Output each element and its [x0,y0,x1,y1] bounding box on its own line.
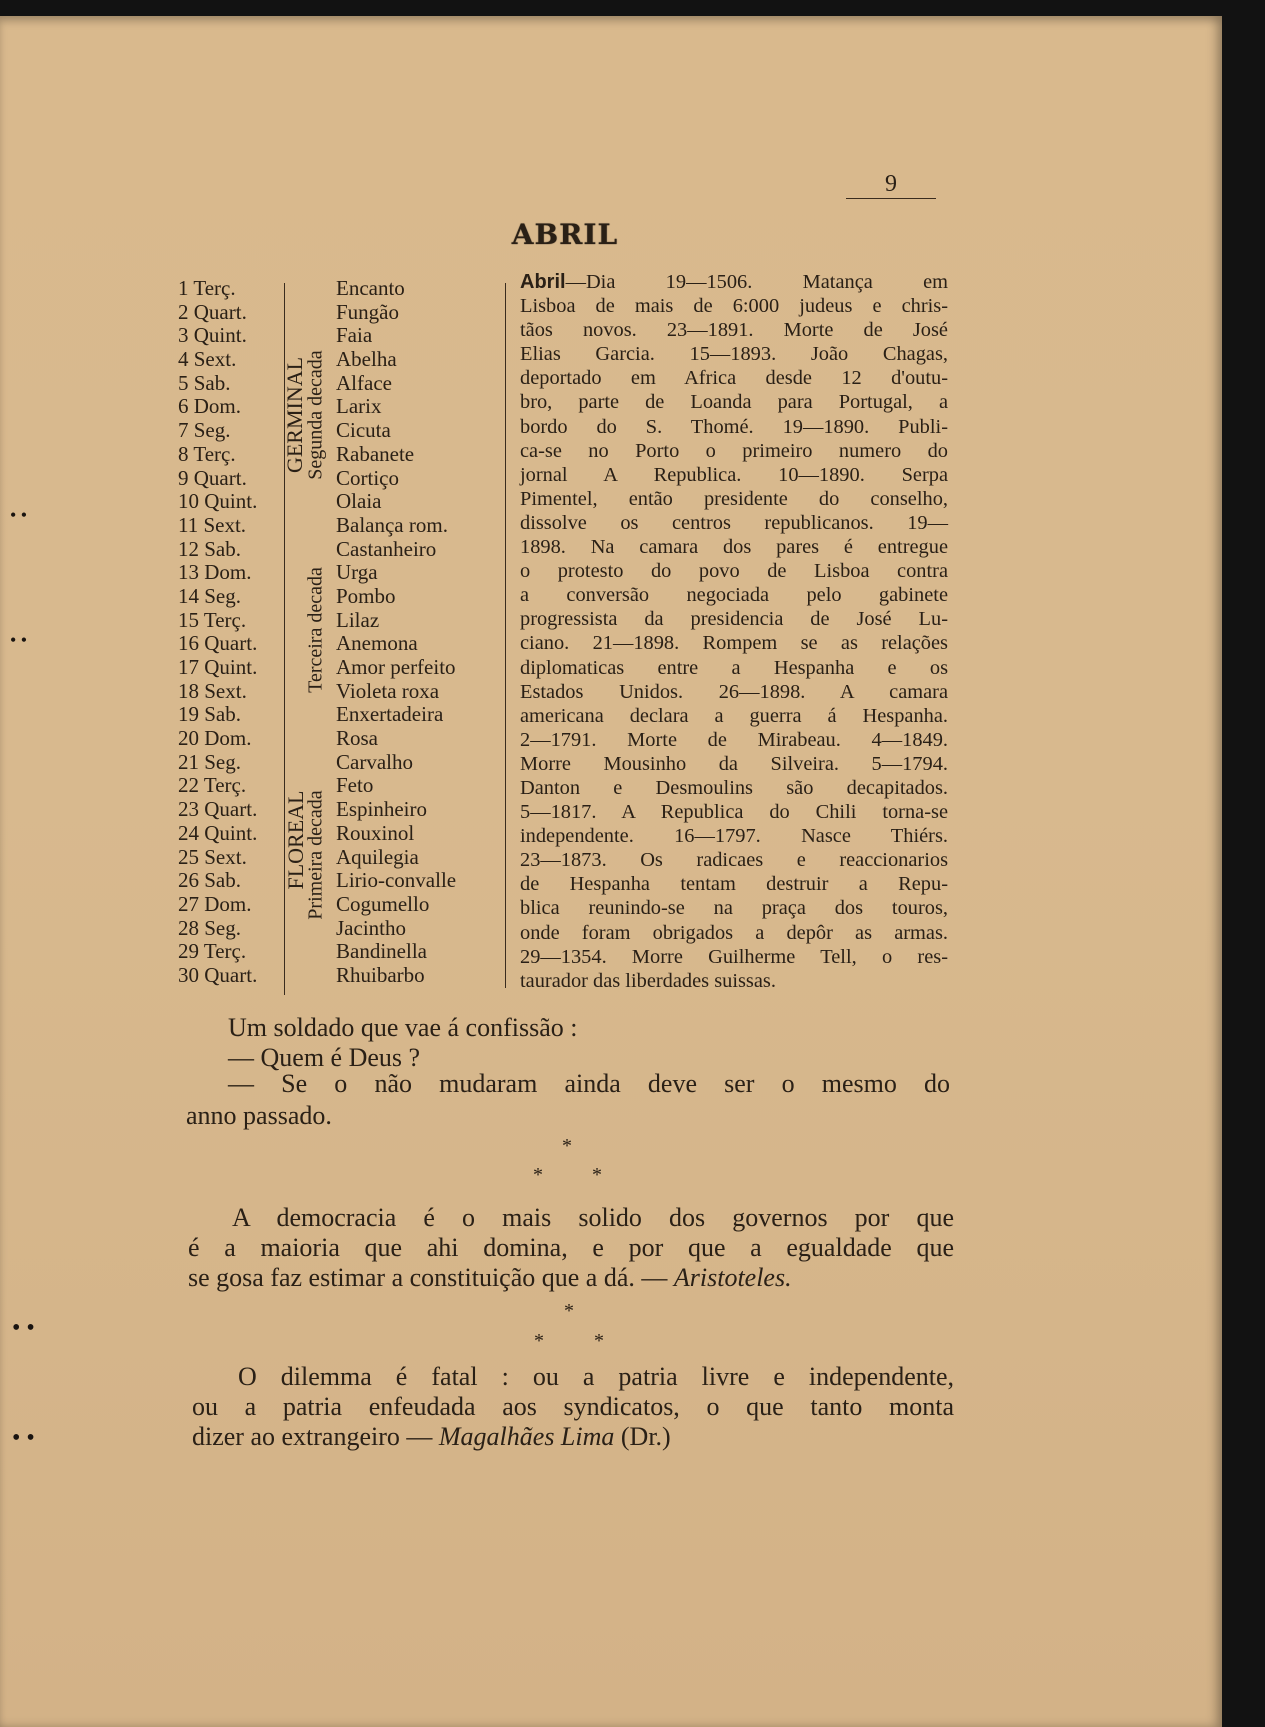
calendar-plant: Rouxinol [336,820,415,845]
event-line: 23—1873. Os radicaes e reaccionarios [520,849,948,872]
decade-label-terceira: Terceira decada [304,567,327,693]
binding-mark: • • [12,1425,35,1451]
calendar-plant: Aquilegia [336,844,419,869]
quote-line: é a maioria que ahi domina, e por que a egualdade que [188,1233,954,1262]
month-label-germinal: GERMINAL [282,356,307,474]
quote-line: dizer ao extrangeiro — Magalhães Lima (Dr.) [192,1422,671,1451]
event-line: blica reunindo-se na praça dos touros, [520,897,948,920]
calendar-plant: Feto [336,773,374,798]
calendar-day: 21 Seg. [178,749,241,774]
calendar-plant: Alface [336,370,392,395]
event-line: Abril—Dia 19—1506. Matança em [520,271,948,293]
event-line: taurador das liberdades suissas. [520,969,776,992]
calendar-day: 26 Sab. [178,868,241,893]
calendar-day: 12 Sab. [178,536,241,561]
calendar-plant: Espinheiro [336,797,427,822]
decade-label-segunda: Segunda decada [304,350,327,480]
calendar-plant: Fungão [336,299,399,324]
calendar-plant: Urga [336,560,378,585]
month-title: ABRIL [511,218,619,251]
calendar-day: 14 Seg. [178,583,241,608]
binding-mark: • • [10,630,28,650]
event-line: 5—1817. A Republica do Chili torna-se [520,801,948,824]
calendar-plant: Amor perfeito [336,655,456,679]
asterism-star: * [534,1330,544,1352]
event-line: o protesto do povo de Lisboa contra [520,560,948,583]
event-line: jornal A Republica. 10—1890. Serpa [520,463,948,486]
calendar-plant: Rabanete [336,441,415,466]
calendar-plant: Violeta roxa [336,678,440,703]
calendar-day: 10 Quint. [178,489,258,514]
quote-author: Aristoteles. [673,1263,792,1292]
calendar-day: 30 Quart. [178,962,258,987]
calendar-day: 5 Sab. [178,370,231,395]
calendar-plant: Lirio-convalle [336,868,457,893]
calendar-plant: Balança rom. [336,512,448,537]
calendar-plant: Lilaz [336,607,380,632]
event-line: diplomaticas entre a Hespanha e os [520,656,948,679]
calendar-day: 20 Dom. [178,726,252,751]
event-line: dissolve os centros republicanos. 19— [520,511,948,534]
page-number: 9 [846,170,936,199]
calendar-day: 17 Quint. [178,655,258,679]
quote-line: ou a patria enfeudada aos syndicatos, o que tanto monta [192,1392,954,1421]
calendar-plant: Bandinella [336,939,427,964]
calendar-plant: Carvalho [336,749,413,774]
binding-mark: • • [12,1315,35,1341]
calendar-day: 7 Seg. [178,418,231,443]
calendar-day: 29 Terç. [178,939,247,964]
calendar-day: 27 Dom. [178,891,252,916]
event-line: deportado em Africa desde 12 d'outu- [520,367,948,390]
asterism-star: * [594,1330,604,1352]
calendar-day: 23 Quart. [178,797,258,822]
event-line: Elias Garcia. 15—1893. João Chagas, [520,343,948,366]
event-line: 2—1791. Morte de Mirabeau. 4—1849. [520,728,948,751]
event-line: bordo do S. Thomé. 19—1890. Publi- [520,415,948,438]
calendar-day: 8 Terç. [178,441,236,466]
calendar-plants-column [336,277,456,988]
calendar-plant: Encanto [336,276,405,300]
asterism-star: * [592,1164,602,1186]
asterism-star: * [533,1164,543,1186]
anecdote-line: anno passado. [186,1101,332,1130]
calendar-plant: Enxertadeira [336,702,444,727]
events-label: Abril [520,271,566,293]
calendar-day: 22 Terç. [178,773,247,798]
calendar-day: 4 Sext. [178,347,237,372]
calendar-day: 13 Dom. [178,560,252,585]
calendar-day: 2 Quart. [178,299,247,324]
quote-line: O dilemma é fatal : ou a patria livre e independente, [238,1362,954,1391]
calendar-plant: Castanheiro [336,536,437,561]
event-line: progressista da presidencia de José Lu- [520,608,948,631]
calendar-day: 1 Terç. [178,276,236,300]
quote-author: Magalhães Lima [438,1422,615,1451]
binding-mark: • • [10,505,28,525]
month-label-floreal: FLOREAL [283,790,308,890]
calendar-day: 9 Quart. [178,465,247,490]
calendar-day: 16 Quart. [178,631,258,656]
calendar-day: 3 Quint. [178,323,247,348]
calendar-plant: Cortiço [336,465,399,490]
quote-line: A democracia é o mais solido dos governos por que [232,1203,954,1232]
anecdote-line: — Se o não mudaram ainda deve ser o mesmo do [228,1069,950,1098]
calendar-day: 24 Quint. [178,820,258,845]
event-line: Estados Unidos. 26—1898. A camara [520,680,948,703]
event-line: americana declara a guerra á Hespanha. [520,704,948,727]
event-line: 1898. Na camara dos pares é entregue [520,536,948,559]
event-line: 29—1354. Morre Guilherme Tell, o res- [520,945,948,968]
event-line: a conversão negociada pelo gabinete [520,584,948,607]
event-line: ca-se no Porto o primeiro numero do [520,439,948,462]
event-line: de Hespanha tentam destruir a Repu- [520,873,948,896]
anecdote-line: Um soldado que vae á confissão : [228,1013,578,1042]
event-line: Morre Mousinho da Silveira. 5—1794. [520,752,948,775]
calendar-plant: Olaia [336,489,382,514]
calendar-day: 15 Terç. [178,607,247,632]
calendar-day: 18 Sext. [178,678,247,703]
event-line: Danton e Desmoulins são decapitados. [520,776,948,799]
calendar-plant: Rhuibarbo [336,962,425,987]
event-line: Lisboa de mais de 6:000 judeus e chris- [520,295,948,318]
calendar-plant: Rosa [336,726,378,751]
calendar-day: 19 Sab. [178,702,241,727]
calendar-plant: Pombo [336,583,396,608]
anecdote-line: — Quem é Deus ? [228,1043,421,1072]
event-line: ciano. 21—1898. Rompem se as relações [520,632,948,655]
event-line: onde foram obrigados a depôr as armas. [520,921,948,944]
calendar-plant: Larix [336,394,382,419]
event-line: tãos novos. 23—1891. Morte de José [520,319,948,342]
calendar-day: 11 Sext. [178,512,247,537]
calendar-day: 25 Sext. [178,844,247,869]
calendar-plant: Faia [336,323,373,348]
calendar-day: 6 Dom. [178,394,241,419]
calendar-plant: Jacintho [336,915,406,940]
calendar-divider-right [505,283,506,988]
asterism-star: * [562,1135,572,1157]
calendar-days-column [178,277,257,988]
quote-line: se gosa faz estimar a constituição que a dá. — Aristoteles. [188,1263,792,1292]
event-line: Pimentel, então presidente do conselho, [520,487,948,510]
asterism-star: * [564,1300,574,1322]
calendar-plant: Anemona [336,631,418,656]
calendar-plant: Cogumello [336,891,430,916]
event-line: bro, parte de Loanda para Portugal, a [520,391,948,414]
decade-label-primeira: Primeira decada [304,790,327,920]
calendar-day: 28 Seg. [178,915,241,940]
historical-events [520,270,948,993]
calendar-plant: Abelha [336,347,397,372]
event-line: independente. 16—1797. Nasce Thiérs. [520,825,948,848]
calendar-plant: Cicuta [336,418,391,443]
